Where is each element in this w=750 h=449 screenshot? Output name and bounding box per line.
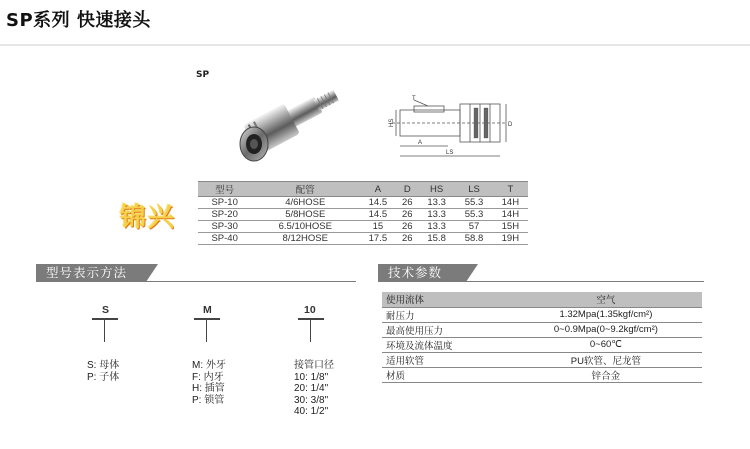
table-cell: 13.3 <box>418 221 455 233</box>
table-cell: 57 <box>455 221 492 233</box>
spec-header-cell: 配管 <box>251 182 359 197</box>
tech-param-value: 空气 <box>510 292 702 307</box>
table-row <box>382 367 702 382</box>
code-option: S: 母体 <box>87 360 120 371</box>
tech-param-name: 环境及流体温度 <box>382 337 510 352</box>
table-cell: 58.8 <box>455 233 492 245</box>
tech-param-value: 1.32Mpa(1.35kgf/cm²) <box>510 307 702 322</box>
spec-header-cell: LS <box>455 182 492 197</box>
table-row <box>198 209 528 221</box>
table-cell: 26 <box>397 221 418 233</box>
tech-param-name: 耐压力 <box>382 307 510 322</box>
table-cell: 6.5/10HOSE <box>251 221 359 233</box>
code-size: 10 <box>304 304 316 316</box>
code-m-desc <box>192 360 226 406</box>
tech-param-name: 材质 <box>382 367 510 382</box>
table-cell: 8/12HOSE <box>251 233 359 245</box>
table-cell: SP-10 <box>198 197 251 209</box>
table-cell: 13.3 <box>418 209 455 221</box>
table-cell: 17.5 <box>359 233 396 245</box>
drawing-label-d: D <box>508 122 513 128</box>
code-m: M <box>203 304 212 316</box>
tech-param-value: PU软管、尼龙管 <box>510 352 702 367</box>
code-option: P: 锁管 <box>192 394 225 406</box>
table-cell: SP-40 <box>198 233 251 245</box>
page-title: SP系列 快速接头 <box>6 10 151 31</box>
table-cell: 15H <box>493 221 528 233</box>
tech-section-rule <box>378 281 704 282</box>
table-row <box>382 292 702 307</box>
table-cell: SP-30 <box>198 221 251 233</box>
brand-watermark: 锦兴 <box>120 203 177 233</box>
code-size-desc <box>294 360 334 418</box>
code-s: S <box>102 304 110 316</box>
table-row <box>382 352 702 367</box>
table-row <box>382 307 702 322</box>
code-option: 20: 1/4" <box>294 383 329 394</box>
table-cell: 14.5 <box>359 209 396 221</box>
table-cell: 14H <box>493 197 528 209</box>
code-s-bar <box>92 318 118 320</box>
code-option: 30: 3/8" <box>294 394 329 406</box>
spec-header-cell: HS <box>418 182 455 197</box>
code-m-bar <box>194 318 220 320</box>
model-section-rule <box>36 281 356 282</box>
spec-table-header <box>198 182 528 197</box>
table-cell: 14.5 <box>359 197 396 209</box>
table-cell: 14H <box>493 209 528 221</box>
tech-param-value: 0~0.9Mpa(0~9.2kgf/cm²) <box>510 322 702 337</box>
table-cell: 55.3 <box>455 197 492 209</box>
tech-section-header <box>378 264 466 282</box>
table-cell: 26 <box>397 209 418 221</box>
table-row <box>198 197 528 209</box>
tech-param-value: 锌合金 <box>510 367 702 382</box>
table-row <box>382 337 702 352</box>
spec-header-cell: 型号 <box>198 182 251 197</box>
table-row <box>198 233 528 245</box>
table-cell: 15.8 <box>418 233 455 245</box>
tech-param-name: 最高使用压力 <box>382 322 510 337</box>
tech-param-name: 使用流体 <box>382 292 510 307</box>
spec-table <box>198 181 528 245</box>
table-cell: 13.3 <box>418 197 455 209</box>
code-s-desc <box>87 360 119 383</box>
drawing-label-t: T <box>412 96 416 102</box>
code-s-stem <box>104 320 105 342</box>
table-row <box>382 322 702 337</box>
technical-drawing <box>388 94 518 166</box>
title-divider <box>0 44 750 46</box>
tech-table <box>382 292 702 383</box>
spec-header-cell: T <box>493 182 528 197</box>
table-cell: 15 <box>359 221 396 233</box>
code-option: 40: 1/2" <box>294 406 329 417</box>
table-cell: 26 <box>397 197 418 209</box>
product-label: SP <box>196 70 210 80</box>
table-row <box>198 221 528 233</box>
model-section-title: 型号表示方法 <box>46 265 128 280</box>
spec-header-cell: D <box>397 182 418 197</box>
code-size-stem <box>310 320 311 342</box>
tech-param-value: 0~60℃ <box>510 337 702 352</box>
drawing-label-ls: LS <box>446 150 454 156</box>
drawing-label-hs: HS <box>389 118 395 127</box>
table-cell: 4/6HOSE <box>251 197 359 209</box>
table-cell: 5/8HOSE <box>251 209 359 221</box>
code-option: F: 内牙 <box>192 371 224 383</box>
code-option: M: 外牙 <box>192 360 226 371</box>
spec-header-cell: A <box>359 182 396 197</box>
drawing-label-a: A <box>418 140 423 146</box>
model-section-header <box>36 264 146 282</box>
code-option: 接管口径 <box>294 360 334 371</box>
code-m-stem <box>206 320 207 342</box>
product-image <box>228 82 348 166</box>
code-option: H: 插管 <box>192 383 225 394</box>
table-cell: SP-20 <box>198 209 251 221</box>
code-size-bar <box>298 318 324 320</box>
table-cell: 19H <box>493 233 528 245</box>
code-option: P: 子体 <box>87 371 120 383</box>
table-cell: 26 <box>397 233 418 245</box>
table-cell: 55.3 <box>455 209 492 221</box>
tech-param-name: 适用软管 <box>382 352 510 367</box>
code-option: 10: 1/8" <box>294 371 329 383</box>
tech-section-title: 技术参数 <box>388 265 443 280</box>
